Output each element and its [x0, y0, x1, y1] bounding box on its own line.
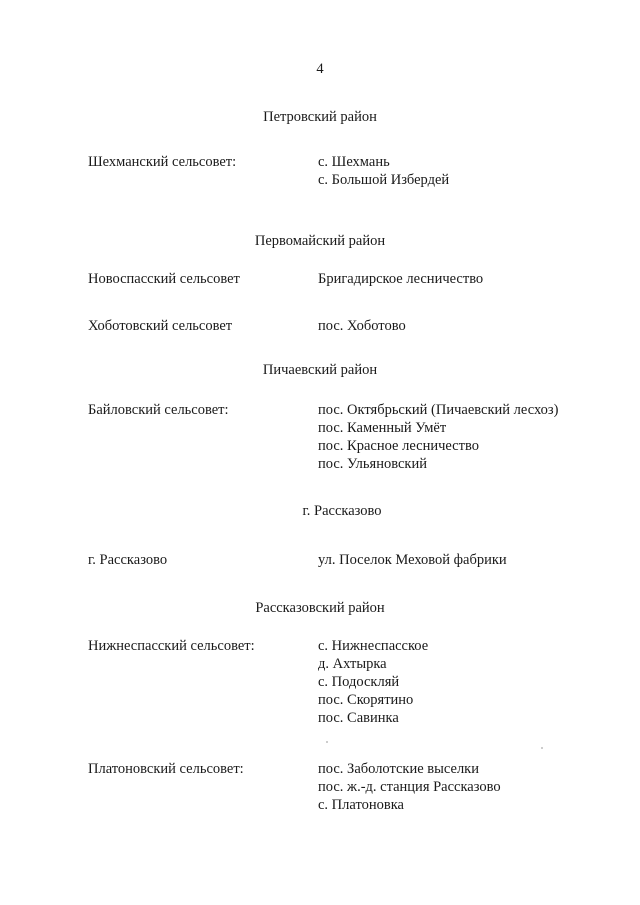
settlement-item: Бригадирское лесничество: [318, 271, 484, 287]
settlement-list: [318, 153, 449, 189]
settlement-item: пос. Ульяновский: [318, 456, 427, 472]
settlement-list: [318, 270, 483, 288]
settlement-item: пос. Савинка: [318, 710, 399, 726]
page-number: 4: [316, 61, 324, 77]
settlement-item: с. Большой Избердей: [318, 172, 450, 188]
settlement-item: с. Нижнеспасское: [318, 638, 429, 654]
settlement-list: [318, 551, 507, 569]
scan-speck: [541, 747, 543, 749]
settlement-item: пос. Октябрьский (Пичаевский лесхоз): [318, 402, 559, 418]
scan-speck: [326, 741, 328, 743]
settlement-item: пос. Красное лесничество: [318, 438, 479, 454]
council-name: г. Рассказово: [88, 552, 168, 568]
settlement-item: с. Шехмань: [318, 154, 390, 170]
section-heading-pichaevsky: Пичаевский район: [262, 362, 378, 378]
settlement-item: с. Подоскляй: [318, 674, 400, 690]
council-name: Байловский сельсовет:: [88, 402, 229, 418]
section-heading-rasskazovo-city: г. Рассказово: [302, 503, 382, 519]
settlement-list: [318, 317, 406, 335]
settlement-list: [318, 760, 501, 814]
settlement-item: пос. Каменный Умёт: [318, 420, 447, 436]
section-heading-petrovsky: Петровский район: [263, 109, 377, 125]
council-name: Нижнеспасский сельсовет:: [88, 638, 255, 654]
settlement-item: пос. Заболотские выселки: [318, 761, 479, 777]
council-name: Новоспасский сельсовет: [88, 271, 240, 287]
settlement-item: д. Ахтырка: [318, 656, 387, 672]
section-heading-pervomaysky: Первомайский район: [254, 233, 386, 249]
settlement-item: пос. Скорятино: [318, 692, 414, 708]
section-heading-rasskazovsky: Рассказовский район: [255, 600, 385, 616]
settlement-list: [318, 637, 428, 727]
settlement-item: пос. ж.-д. станция Рассказово: [318, 779, 501, 795]
council-name: Шехманский сельсовет:: [88, 154, 237, 170]
council-name: Хоботовский сельсовет: [88, 318, 233, 334]
settlement-item: пос. Хоботово: [318, 318, 406, 334]
council-name: Платоновский сельсовет:: [88, 761, 244, 777]
settlement-list: [318, 401, 558, 473]
settlement-item: с. Платоновка: [318, 797, 404, 813]
settlement-item: ул. Поселок Меховой фабрики: [318, 552, 507, 568]
